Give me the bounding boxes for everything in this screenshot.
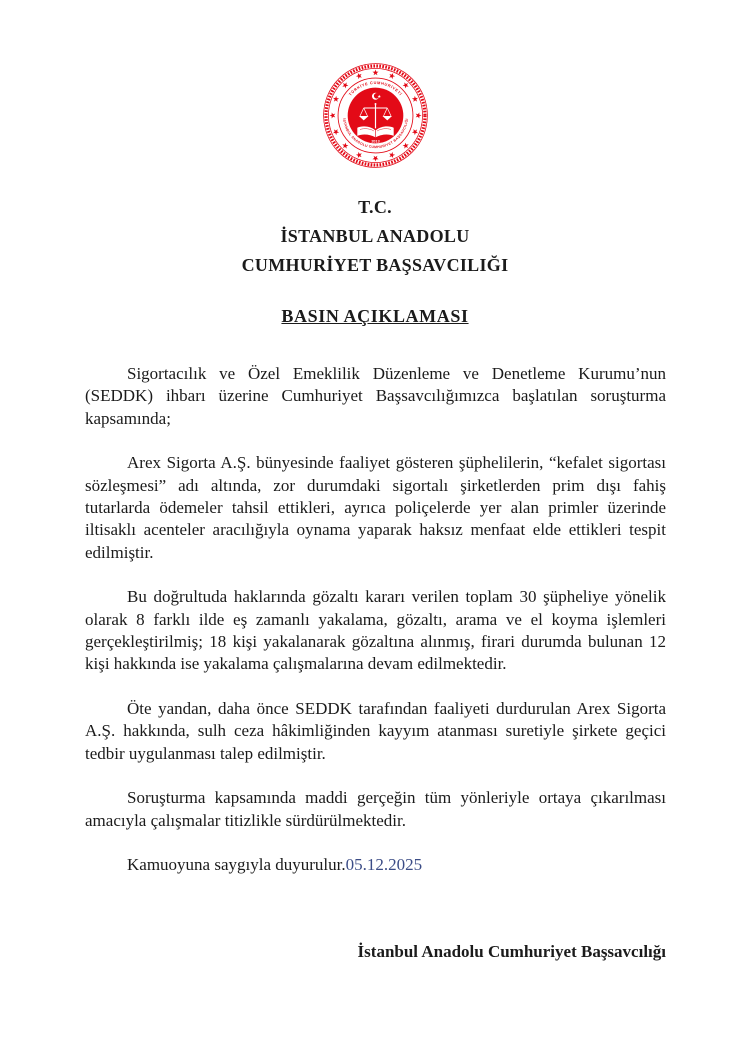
justice-scales-seal-icon bbox=[322, 62, 429, 169]
paragraph-investigation-start: Sigortacılık ve Özel Emeklilik Düzenleme ve Denetleme Kurumu’nun (SEDDK) ihbarı üzerine Cumhuriyet Başsavcılığımızca başlatılan soruşturma kapsamında; bbox=[85, 364, 666, 428]
signature-office: İstanbul Anadolu Cumhuriyet Başsavcılığı bbox=[357, 942, 666, 962]
paragraph-ongoing-work: Soruşturma kapsamında maddi gerçeğin tüm yönleriyle ortaya çıkarılması amacıyla çalışmalar titizlikle sürdürülmektedir. bbox=[85, 788, 666, 830]
letterhead-tc: T.C. bbox=[358, 197, 392, 217]
closing-line bbox=[85, 854, 666, 876]
emblem-bottom-text: İSTANBUL ANADOLU CUMHURİYET BAŞSAVCILIĞI bbox=[341, 118, 409, 150]
press-release-body bbox=[85, 363, 666, 876]
letterhead-office: CUMHURİYET BAŞSAVCILIĞI bbox=[241, 255, 509, 275]
letterhead-city: İSTANBUL ANADOLU bbox=[280, 226, 470, 246]
press-release-title: BASIN AÇIKLAMASI bbox=[281, 306, 469, 326]
paragraph-operations: Bu doğrultuda haklarında gözaltı kararı verilen toplam 30 şüpheliye yönelik olarak 8 farklı ilde eş zamanlı yakalama, gözaltı, arama ve el koyma işlemleri gerçekleştirilmiş; 18 kişi yakalanarak gözaltına alınmış, firari durumda bulunan 12 kişi hakkında ise yakalama çalışmalarına devam edilmektedir. bbox=[85, 587, 666, 674]
paragraph-trustee-request: Öte yandan, daha önce SEDDK tarafından faaliyeti durdurulan Arex Sigorta A.Ş. hakkında, sulh ceza hâkimliğinden kayyım atanması suretiyle şirkete geçici tedbir uygulanması talep edilmiştir. bbox=[85, 698, 666, 763]
closing-date: 05.12.2025 bbox=[345, 854, 423, 874]
emblem-top-text: TÜRKİYE CUMHURİYETİ bbox=[347, 80, 403, 97]
letterhead bbox=[0, 193, 750, 280]
closing-statement: Kamuoyuna saygıyla duyurulur. bbox=[127, 854, 346, 874]
paragraph-findings: Arex Sigorta A.Ş. bünyesinde faaliyet gösteren şüphelilerin, “kefalet sigortası sözleşmesi” adı altında, zor durumdaki sigortalı şirketlerden prim dışı fahiş tutarlarda ödemeler tahsil ettikleri, ayrıca poliçelerde yer alan primler üzerinde iltisaklı acenteler aracılığıyla oynama yaparak haksız menfaat elde ettikleri tespit edilmiştir. bbox=[85, 453, 666, 562]
prosecution-office-emblem bbox=[322, 62, 429, 169]
emblem-year: 2013 bbox=[370, 139, 380, 144]
